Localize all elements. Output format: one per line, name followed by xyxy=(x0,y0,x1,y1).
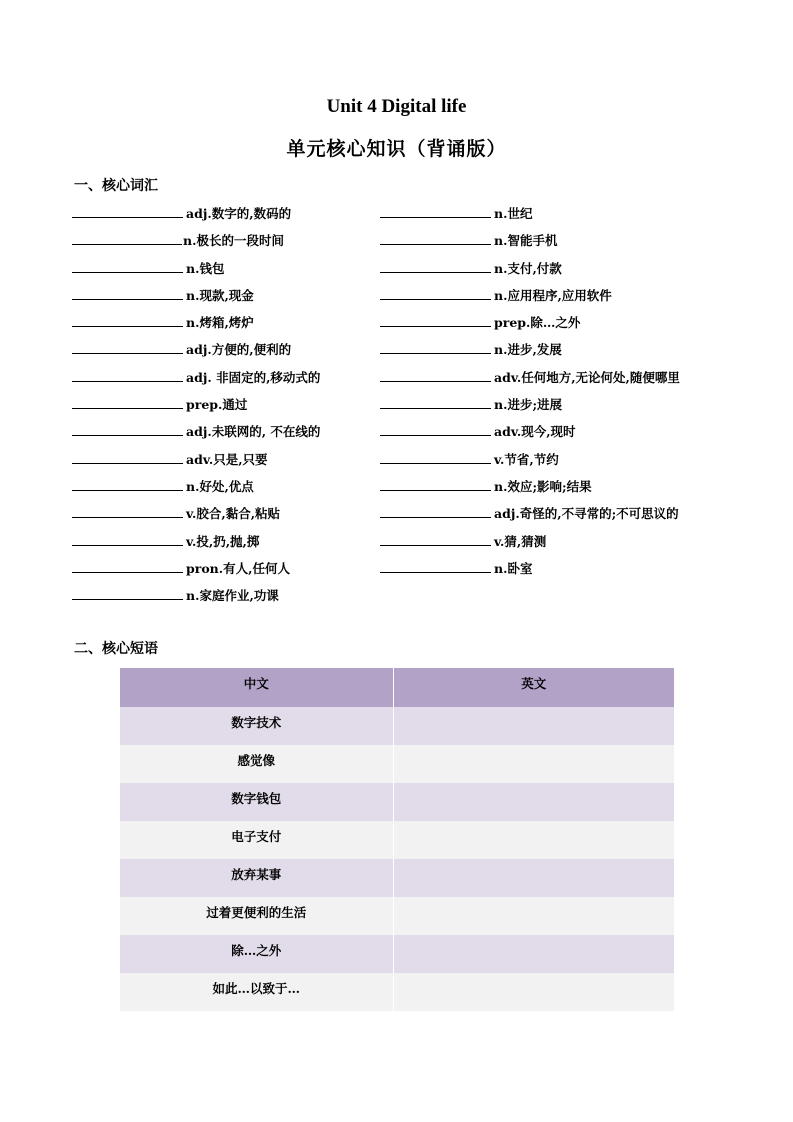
column-header-english: 英文 xyxy=(393,668,674,707)
phrase-english-cell[interactable] xyxy=(393,897,674,935)
vocab-definition: n.世纪 xyxy=(494,206,533,221)
vocab-definition: adj. 非固定的,移动式的 xyxy=(186,369,321,385)
answer-blank[interactable] xyxy=(380,286,491,300)
answer-blank[interactable] xyxy=(380,259,491,273)
vocab-item xyxy=(380,340,680,367)
phrase-chinese-cell: 过着更便利的生活 xyxy=(120,897,393,935)
vocab-item xyxy=(380,259,680,286)
vocab-definition: adj.未联网的, 不在线的 xyxy=(186,424,321,440)
vocab-item xyxy=(380,286,680,313)
vocab-definition: adj.数字的,数码的 xyxy=(186,206,292,221)
vocab-definition: prep.除…之外 xyxy=(494,315,581,331)
answer-blank[interactable] xyxy=(380,204,491,218)
vocab-definition: n.支付,付款 xyxy=(494,260,562,276)
answer-blank[interactable] xyxy=(72,395,183,409)
vocab-item xyxy=(72,231,320,258)
answer-blank[interactable] xyxy=(380,368,491,382)
phrase-english-cell[interactable] xyxy=(393,935,674,973)
answer-blank[interactable] xyxy=(72,586,183,600)
vocab-definition: n.智能手机 xyxy=(494,233,558,249)
vocab-definition: v.胶合,黏合,粘贴 xyxy=(186,506,281,522)
vocab-definition: pron.有人,任何人 xyxy=(186,560,290,576)
vocab-definition: n.效应;影响;结果 xyxy=(494,478,592,494)
table-row xyxy=(120,707,674,745)
vocab-definition: n.烤箱,烤炉 xyxy=(186,315,254,331)
vocab-definition: adj.方便的,便利的 xyxy=(186,342,292,358)
vocab-item xyxy=(72,532,320,559)
answer-blank[interactable] xyxy=(72,286,183,300)
phrase-english-cell[interactable] xyxy=(393,821,674,859)
vocab-item xyxy=(72,340,320,367)
page-title: Unit 4 Digital life xyxy=(326,96,467,117)
phrase-english-cell[interactable] xyxy=(393,707,674,745)
answer-blank[interactable] xyxy=(380,395,491,409)
vocab-item xyxy=(72,286,320,313)
column-header-chinese: 中文 xyxy=(120,668,393,707)
phrase-chinese-cell: 数字技术 xyxy=(120,707,393,745)
vocab-definition: prep.通过 xyxy=(186,397,248,413)
phrase-table xyxy=(120,668,674,1011)
table-row xyxy=(120,859,674,897)
answer-blank[interactable] xyxy=(380,422,491,436)
vocab-item xyxy=(72,477,320,504)
vocab-item xyxy=(380,422,680,449)
answer-blank[interactable] xyxy=(380,477,491,491)
vocab-item xyxy=(72,395,320,422)
vocab-item xyxy=(380,204,680,231)
phrase-english-cell[interactable] xyxy=(393,783,674,821)
answer-blank[interactable] xyxy=(380,450,491,464)
phrase-chinese-cell: 电子支付 xyxy=(120,821,393,859)
phrase-english-cell[interactable] xyxy=(393,973,674,1011)
page-subtitle: 单元核心知识（背诵版） xyxy=(286,139,507,160)
answer-blank[interactable] xyxy=(380,231,491,245)
phrase-chinese-cell: 数字钱包 xyxy=(120,783,393,821)
vocab-item xyxy=(380,477,680,504)
phrase-english-cell[interactable] xyxy=(393,859,674,897)
vocab-item xyxy=(72,504,320,531)
vocab-definition: n.极长的一段时间 xyxy=(183,233,284,249)
answer-blank[interactable] xyxy=(72,204,183,218)
answer-blank[interactable] xyxy=(72,340,183,354)
phrase-chinese-cell: 放弃某事 xyxy=(120,859,393,897)
vocab-item xyxy=(72,313,320,340)
answer-blank[interactable] xyxy=(72,450,183,464)
vocab-definition: adv.任何地方,无论何处,随便哪里 xyxy=(494,369,680,385)
vocab-definition: v.猜,猜测 xyxy=(494,533,547,549)
vocab-column-left xyxy=(72,204,320,613)
vocab-definition: adj.奇怪的,不寻常的;不可思议的 xyxy=(494,506,679,522)
table-row xyxy=(120,897,674,935)
answer-blank[interactable] xyxy=(72,231,182,245)
table-row xyxy=(120,973,674,1011)
vocab-item xyxy=(72,204,320,231)
phrase-chinese-cell: 除…之外 xyxy=(120,935,393,973)
answer-blank[interactable] xyxy=(380,504,491,518)
vocab-definition: n.进步;进展 xyxy=(494,397,563,413)
vocab-item xyxy=(380,504,680,531)
vocab-item xyxy=(380,313,680,340)
vocab-item xyxy=(380,450,680,477)
answer-blank[interactable] xyxy=(380,340,491,354)
table-row xyxy=(120,745,674,783)
vocab-item xyxy=(380,395,680,422)
vocab-item xyxy=(72,422,320,449)
vocab-definition: n.家庭作业,功课 xyxy=(186,588,279,604)
answer-blank[interactable] xyxy=(72,477,183,491)
vocab-item xyxy=(380,231,680,258)
vocab-item xyxy=(72,559,320,586)
answer-blank[interactable] xyxy=(380,559,491,573)
answer-blank[interactable] xyxy=(72,559,183,573)
section-heading-phrases: 二、核心短语 xyxy=(74,641,158,657)
answer-blank[interactable] xyxy=(72,313,183,327)
vocab-item xyxy=(72,259,320,286)
table-row xyxy=(120,821,674,859)
phrase-chinese-cell: 感觉像 xyxy=(120,745,393,783)
table-row xyxy=(120,935,674,973)
answer-blank[interactable] xyxy=(72,504,183,518)
vocab-item xyxy=(380,368,680,395)
vocab-definition: n.进步,发展 xyxy=(494,342,562,358)
vocab-item xyxy=(380,559,680,586)
vocab-item xyxy=(72,450,320,477)
answer-blank[interactable] xyxy=(380,532,491,546)
vocab-item xyxy=(380,532,680,559)
vocab-definition: n.应用程序,应用软件 xyxy=(494,287,612,303)
vocab-item xyxy=(72,368,320,395)
table-header-row xyxy=(120,668,674,707)
vocab-definition: v.投,扔,抛,掷 xyxy=(186,533,260,549)
answer-blank[interactable] xyxy=(72,368,183,382)
vocab-definition: n.钱包 xyxy=(186,260,225,276)
vocab-definition: v.节省,节约 xyxy=(494,451,559,467)
answer-blank[interactable] xyxy=(72,532,183,546)
vocab-definition: n.好处,优点 xyxy=(186,478,254,494)
vocab-column-right xyxy=(380,204,680,586)
phrase-english-cell[interactable] xyxy=(393,745,674,783)
answer-blank[interactable] xyxy=(380,313,491,327)
phrase-chinese-cell: 如此…以致于… xyxy=(120,973,393,1011)
vocab-item xyxy=(72,586,320,613)
vocab-definition: n.卧室 xyxy=(494,560,533,576)
vocab-definition: adv.只是,只要 xyxy=(186,451,268,467)
answer-blank[interactable] xyxy=(72,259,183,273)
section-heading-vocabulary: 一、核心词汇 xyxy=(74,178,158,194)
vocab-definition: adv.现今,现时 xyxy=(494,424,576,440)
vocab-definition: n.现款,现金 xyxy=(186,287,254,303)
table-row xyxy=(120,783,674,821)
answer-blank[interactable] xyxy=(72,422,183,436)
